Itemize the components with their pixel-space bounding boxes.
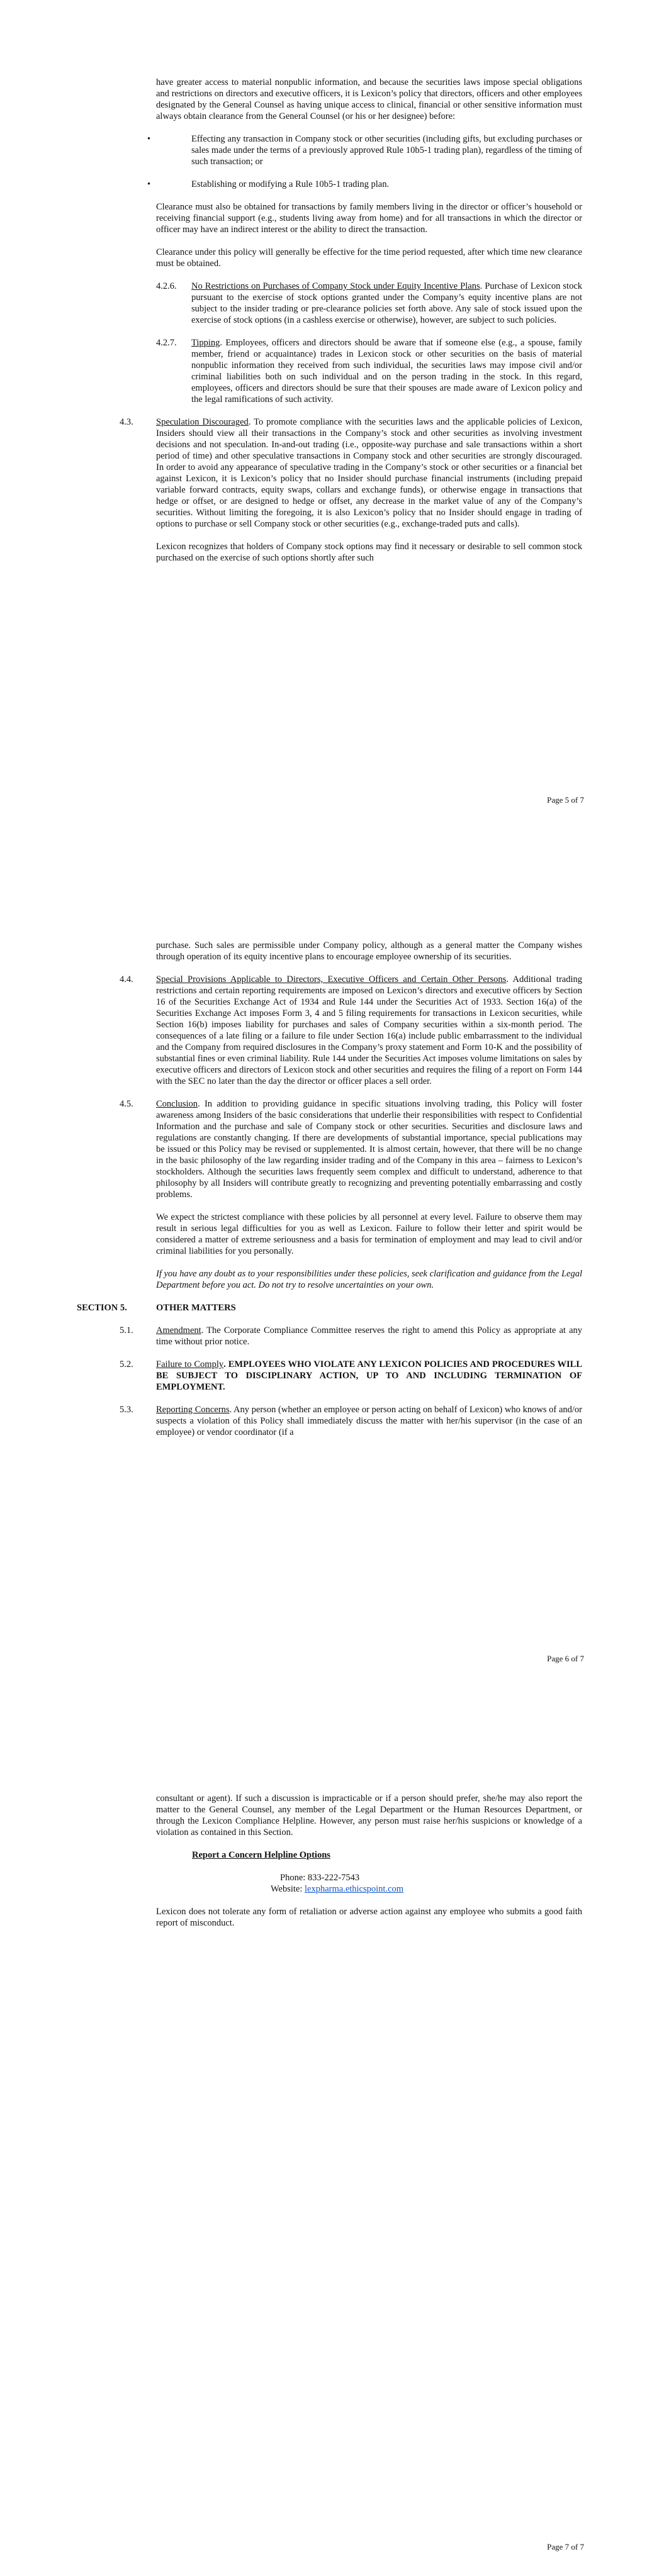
bullet-text: Effecting any transaction in Company stock or other securities (including gifts, but excluding purchases or sales made under the terms of a previously approved Rule 10b5-1 trading plan), regardless of the timing of such transaction; or	[191, 134, 582, 167]
bullet-text: Establishing or modifying a Rule 10b5-1 trading plan.	[191, 179, 390, 189]
section-body	[156, 1404, 582, 1438]
section-number: 4.3.	[120, 417, 133, 427]
section-5-3	[0, 1404, 664, 1438]
phone-label: Phone:	[280, 1873, 306, 1883]
section-body	[156, 1098, 582, 1200]
section-body	[156, 416, 582, 530]
section-4-3	[0, 416, 664, 530]
section-number: 4.5.	[120, 1099, 133, 1109]
page-6	[0, 859, 664, 1717]
page-6-content	[0, 940, 664, 1438]
page-5	[0, 0, 664, 859]
continued-paragraph: consultant or agent). If such a discussion is impracticable or if a person should prefer, she/he may also report the matter to the General Counsel, any member of the Legal Department or the Human Resources Department, or through the Lexicon Compliance Helpline. However, any person must raise her/his suspicions or knowledge of a violation as contained in this Section.	[156, 1793, 582, 1837]
clearance-paragraph: Clearance must also be obtained for transactions by family members living in the director or officer’s household or receiving financial support (e.g., students living away from home) and for all transactions in which the director or officer may have an indirect interest or the ability to direct the transaction.	[156, 202, 582, 235]
section-text: . The Corporate Compliance Committee reserves the right to amend this Policy as appropriate at any time without prior notice.	[156, 1325, 582, 1347]
section-4-4	[0, 974, 664, 1087]
page-number: Page 5 of 7	[547, 795, 584, 805]
website-line	[271, 1883, 664, 1895]
section-text: . Additional trading restrictions and certain reporting requirements are imposed on Lexicon’s directors and executive officers by Section 16 of the Securities Exchange Act of 1934 and Rule 144 under the Securities Act of 1933. Section 16(a) of the Securities Exchange Act imposes Form 3, 4 and 5 filing requirements for transactions in Lexicon securities, while Section 16(b) imposes liability for purchases and sales of Company securities within a six-month period. The consequences of a late filing or a failure to file under Section 16(a) include public embarrassment to the individual and the Company from required disclosures in the Company’s proxy statement and Form 10-K and the possibility of substantial fines or even criminal liability. Rule 144 under the Securities Act imposes volume limitations on sales by executive officers and directors of Lexicon stock and other securities and requires the filing of a report on Form 144 with the SEC no later than the day the director or officer places a sell order.	[156, 974, 582, 1086]
website-link[interactable]: lexpharma.ethicspoint.com	[305, 1884, 404, 1894]
effective-paragraph: Clearance under this policy will generally be effective for the time period requested, after which time new clearance must be obtained.	[156, 247, 582, 269]
section-number: 4.4.	[120, 974, 133, 984]
section-heading: Special Provisions Applicable to Directors, Executive Officers and Certain Other Persons	[156, 974, 507, 984]
section-heading: Failure to Comply	[156, 1359, 224, 1369]
section-number: 5.2.	[120, 1359, 133, 1369]
section-text: . EMPLOYEES WHO VIOLATE ANY LEXICON POLICIES AND PROCEDURES WILL BE SUBJECT TO DISCIPLINARY ACTION, UP TO AND INCLUDING TERMINATION OF EMPLOYMENT.	[156, 1359, 582, 1392]
expect-paragraph: We expect the strictest compliance with these policies by all personnel at every level. Failure to observe them may result in serious legal difficulties for you as well as Lexicon. Failure to follow their letter and spirit would be considered a matter of extreme seriousness and a basis for termination of employment and may lead to civil and/or criminal liabilities for you personally.	[156, 1212, 582, 1256]
section-text: . Any person (whether an employee or person acting on behalf of Lexicon) who knows of and/or suspects a violation of this Policy shall immediately discuss the matter with her/his supervisor (in the case of an employee) or vendor coordinator (if a	[156, 1405, 582, 1437]
section-text: . In addition to providing guidance in specific situations involving trading, this Policy will foster awareness among Insiders of the basic considerations that underlie their responsibilities with respect to Confidential Information and the purchase and sale of Company stock or other securities. Securities and disclosure laws and regulations are constantly changing. If there are developments of substantial importance, special publications may be issued or this Policy may be revised or supplemented. It is almost certain, however, that there will be no change in the basic philosophy of the law regarding insider trading and of the Company in this area – fairness to Lexicon’s stockholders. Although the securities laws frequently seem complex and difficult to understand, adherence to that philosophy by all Insiders will contribute greatly to recognizing and preventing potentially embarrassing and costly problems.	[156, 1099, 582, 1200]
page-7-content	[0, 1793, 664, 1929]
section-title: OTHER MATTERS	[156, 1303, 236, 1313]
section-number: 5.1.	[120, 1325, 133, 1335]
bullet-item	[147, 179, 582, 190]
section-5-2	[0, 1359, 664, 1393]
section-heading: Reporting Concerns	[156, 1405, 230, 1415]
section-number: 5.3.	[120, 1405, 133, 1415]
section-body	[191, 281, 582, 326]
section-text: . Purchase of Lexicon stock pursuant to the exercise of stock options granted under the Company’s equity incentive plans are not subject to the insider trading or pre-clearance policies set forth above. Any sale of stock issued upon the exercise of stock options (in a cashless exercise or otherwise), however, are subject to such policies.	[191, 281, 583, 325]
website-label: Website:	[271, 1884, 303, 1894]
section-body	[156, 1325, 582, 1347]
phone-line	[280, 1872, 664, 1883]
recognizes-paragraph: Lexicon recognizes that holders of Company stock options may find it necessary or desirable to sell common stock purchased on the exercise of such options shortly after such	[156, 542, 582, 563]
section-heading: Conclusion	[156, 1099, 198, 1109]
section-4-2-6	[0, 281, 664, 326]
section-body	[156, 1359, 582, 1393]
bullet-item	[147, 133, 582, 167]
section-label: SECTION 5.	[77, 1303, 127, 1313]
bullet-mark: •	[147, 134, 151, 144]
phone-value: 833-222-7543	[307, 1873, 360, 1883]
page-5-content	[0, 77, 664, 564]
continued-paragraph: purchase. Such sales are permissible under Company policy, although as a general matter the Company wishes through operation of its equity incentive plans to encourage employee ownership of its securities.	[156, 940, 582, 962]
section-heading: No Restrictions on Purchases of Company Stock under Equity Incentive Plans	[191, 281, 480, 291]
page-number: Page 7 of 7	[547, 2542, 584, 2551]
section-heading: Speculation Discouraged	[156, 417, 249, 427]
section-text: . Employees, officers and directors should be aware that if someone else (e.g., a spouse, family member, friend or acquaintance) trades in Lexicon stock or other securities on the basis of material nonpublic information they received from such individual, the securities laws may impose civil and/or criminal liabilities both on such individual and on the person trading in the stock. In this regard, employees, officers and directors should be sure that their spouses are made aware of Lexicon policy and the legal ramifications of such activity.	[191, 338, 582, 404]
doubt-paragraph: If you have any doubt as to your responsibilities under these policies, seek clarification and guidance from the Legal Department before you act. Do not try to resolve uncertainties on your own.	[156, 1269, 582, 1290]
section-body	[156, 974, 582, 1087]
section-4-5	[0, 1098, 664, 1200]
page-7	[0, 1717, 664, 2576]
section-text: . To promote compliance with the securities laws and the applicable policies of Lexicon, Insiders should view all their transactions in the Company’s stock and other securities as involving investment decisions and not speculation. In-and-out trading (i.e., opposite-way purchase and sale transactions within a short period of time) and other speculative transactions in Company stock and other securities are strongly discouraged. In order to avoid any appearance of speculative trading in the Company’s stock or other securities or a financial bet against Lexicon, it is Lexicon’s policy that no Insider should purchase financial instruments (including prepaid variable forward contracts, equity swaps, collars and exchange funds), or otherwise engage in transactions that hedge or offset, or are designed to hedge or offset, any decrease in the market value of any of the Company’s securities. Without limiting the foregoing, it is also Lexicon’s policy that no Insider should engage in trading of options to purchase or sell Company stock or other securities (e.g., exchange-traded puts and calls).	[156, 417, 582, 529]
section-heading: Tipping	[191, 338, 220, 348]
section-5-heading	[0, 1302, 664, 1313]
section-heading: Amendment	[156, 1325, 201, 1335]
section-number: 4.2.7.	[156, 338, 177, 348]
section-body	[191, 337, 582, 405]
page-number: Page 6 of 7	[547, 1654, 584, 1663]
section-4-2-7	[0, 337, 664, 405]
section-5-1	[0, 1325, 664, 1347]
intro-paragraph: have greater access to material nonpublic information, and because the securities laws impose special obligations and restrictions on directors and executive officers, it is Lexicon’s policy that directors, officers and other employees designated by the General Counsel as having unique access to clinical, financial or other sensitive information must always obtain clearance from the General Counsel (or his or her designee) before:	[156, 77, 582, 121]
helpline-title: Report a Concern Helpline Options	[192, 1850, 330, 1860]
retaliation-paragraph: Lexicon does not tolerate any form of retaliation or adverse action against any employee who submits a good faith report of misconduct.	[156, 1907, 582, 1928]
bullet-mark: •	[147, 179, 151, 189]
section-number: 4.2.6.	[156, 281, 177, 291]
